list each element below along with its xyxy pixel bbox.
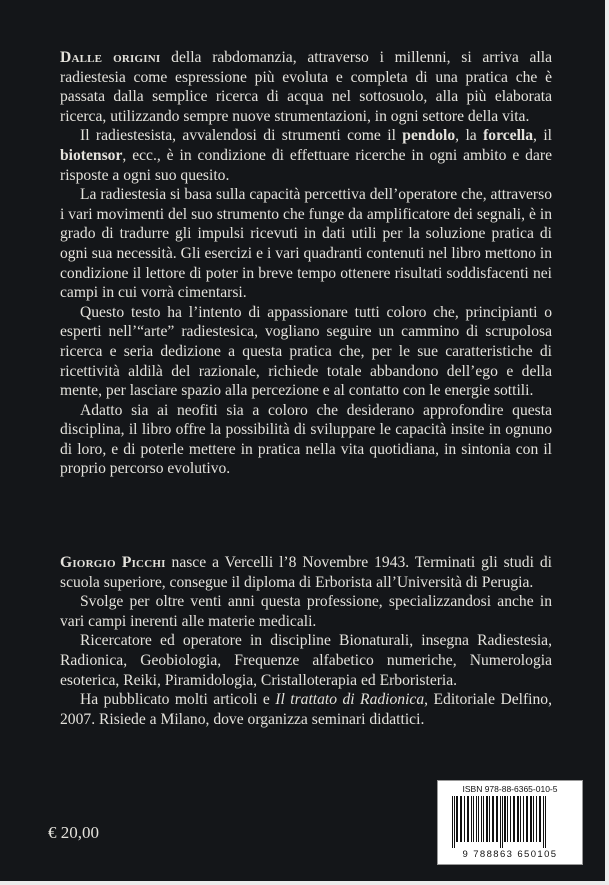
blurb-paragraph-4: Questo testo ha l’intento di appassionare tutti coloro che, principianti o esperti nell’“arte” radiestesica, vogliano seguire un cammino di scrupolosa ricerca e seria dedizione a questa pratica che, per le sue caratteristiche di ricettività aldilà del razionale, richiede totale abbandono dell’ego e della mente, per lasciare spazio alla percezione e al contatto con le energie sottili. (60, 303, 552, 400)
term-forcella: forcella (483, 127, 534, 145)
bio-p4-text-2: , Editoriale Delfino, 2007. Risiede a Milano, dove organizza seminari didattici. (60, 691, 552, 728)
bio-paragraph-4 (60, 690, 552, 729)
ean-number: 9 788863 650105 (462, 849, 558, 860)
barcode-icon (450, 796, 570, 848)
bio-p4-text-1: Ha pubblicato molti articoli e (80, 691, 276, 709)
book-title-trattato: Il trattato di Radionica (275, 691, 425, 709)
blurb-section (60, 48, 552, 479)
price-label: € 20,00 (48, 823, 99, 842)
bio-paragraph-3: Ricercatore ed operatore in discipline Bionaturali, insegna Radiestesia, Radionica, Geobiologia, Frequenze alfabetico numeriche, Numerologia esoterica, Reiki, Piramidologia, Cristalloterapia ed Erboristeria. (60, 632, 552, 689)
blurb-p2-text-4: , ecc., è in condizione di effettuare ricerche in ogni ambito e dare risposte a ogni suo quesito. (60, 146, 552, 184)
blurb-paragraph-3: La radiestesia si basa sulla capacità percettiva dell’operatore che, attraverso i vari movimenti del suo strumento che funge da amplificatore dei segnali, è in grado di tradurre gli impulsi ricevuti in dati utili per la soluzione pratica di ogni sua necessità. Gli esercizi e i vari quadranti contenuti nel libro mettono in condizione il lettore di poter in breve tempo ottenere risultati soddisfacenti nei campi in cui vorrà cimentarsi. (60, 186, 552, 302)
bio-paragraph-2: Svolge per oltre venti anni questa professione, specializzandosi anche in vari campi inerenti alle materie medicali. (60, 593, 552, 630)
term-biotensor: biotensor (60, 146, 123, 164)
blurb-lead-in: Dalle origini (60, 49, 161, 66)
blurb-paragraph-2 (60, 126, 552, 185)
blurb-p2-text-2: , la (455, 127, 484, 145)
blurb-p2-text-3: , il (533, 127, 552, 145)
author-bio-section (60, 553, 552, 729)
blurb-paragraph-1 (60, 48, 552, 126)
blurb-paragraph-5: Adatto sia ai neofiti sia a coloro che desiderano approfondire questa disciplina, il libro offre la possibilità di sviluppare le capacità insite in ognuno di loro, e di poterle mettere in pratica nella vita quotidiana, in sintonia con il proprio percorso evolutivo. (60, 401, 552, 478)
blurb-paragraph-1-text: della rabdomanzia, attraverso i millenni, si arriva alla radiestesia come espressione più evoluta e completa di una pratica che è passata dalla semplice ricerca di acqua nel sottosuolo, alla più elaborata ricerca, utilizzando sempre nuove strumentazioni, in ogni settore della vita. (60, 49, 552, 125)
bio-paragraph-1 (60, 553, 552, 592)
isbn-label: ISBN 978-88-6365-010-5 (462, 784, 558, 794)
author-name: Giorgio Picchi (60, 554, 166, 571)
barcode-panel (437, 780, 583, 865)
term-pendolo: pendolo (402, 127, 456, 145)
bio-paragraph-1-text: nasce a Vercelli l’8 Novembre 1943. Terminati gli studi di scuola superiore, consegue il diploma di Erborista all’Università di Perugia. (60, 554, 552, 591)
blurb-p2-text-1: Il radiestesista, avvalendosi di strumenti come il (80, 127, 403, 145)
